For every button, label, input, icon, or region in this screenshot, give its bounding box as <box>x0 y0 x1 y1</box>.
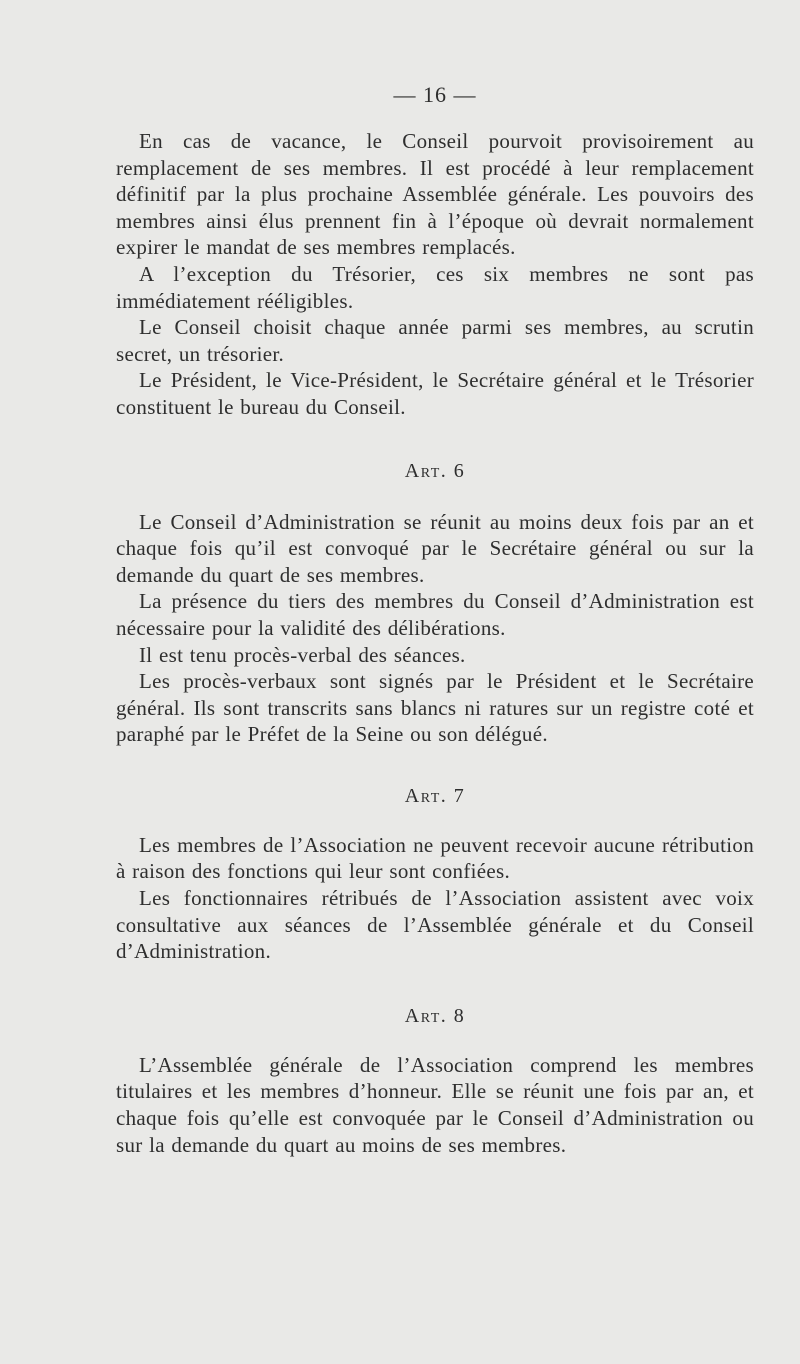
article-heading-7: Art. 7 <box>404 784 466 807</box>
paragraph: En cas de vacance, le Conseil pourvoit provisoirement au remplacement de ses membres. Il est procédé à leur remplacement définitif par la plus prochaine Assemblée générale. Les pouvoirs des membres ainsi élus prennent fin à l’époque où devrait normalement expirer le mandat de ses membres remplacés. <box>116 129 754 260</box>
article-heading-8: Art. 8 <box>404 1004 466 1027</box>
paragraph: Les fonctionnaires rétribués de l’Association assistent avec voix consultative aux séances de l’Assemblée générale et du Conseil d’Administration. <box>116 886 754 964</box>
article-6-section <box>116 509 754 748</box>
paragraph: Le Conseil d’Administration se réunit au moins deux fois par an et chaque fois qu’il est convoqué par le Secrétaire général ou sur la demande du quart de ses membres. <box>116 509 754 587</box>
paragraph: Le Président, le Vice-Président, le Secrétaire général et le Trésorier constituent le bureau du Conseil. <box>116 368 754 419</box>
page-number: — 16 — <box>393 82 477 107</box>
paragraph: Le Conseil choisit chaque année parmi ses membres, au scrutin secret, un trésorier. <box>116 315 754 366</box>
article-8-section <box>116 1052 754 1158</box>
paragraph: Il est tenu procès-verbal des séances. <box>139 642 466 667</box>
paragraph: Les membres de l’Association ne peuvent recevoir aucune rétribution à raison des fonctions qui leur sont confiées. <box>116 832 754 884</box>
article-7-section <box>116 832 754 965</box>
intro-section <box>116 128 754 421</box>
paragraph: L’Assemblée générale de l’Association comprend les membres titulaires et les membres d’honneur. Elle se réunit une fois par an, et chaque fois qu’elle est convoquée par le Conseil d’Administration ou sur la demande du quart au moins de ses membres. <box>116 1052 754 1157</box>
paragraph: A l’exception du Trésorier, ces six membres ne sont pas immédiatement rééligibles. <box>116 261 754 313</box>
paragraph: La présence du tiers des membres du Conseil d’Administration est nécessaire pour la validité des délibérations. <box>116 589 754 640</box>
paragraph: Les procès-verbaux sont signés par le Président et le Secrétaire général. Ils sont transcrits sans blancs ni ratures sur un registre coté et paraphé par le Préfet de la Seine ou son délégué. <box>116 669 754 747</box>
article-heading-6: Art. 6 <box>404 459 466 482</box>
